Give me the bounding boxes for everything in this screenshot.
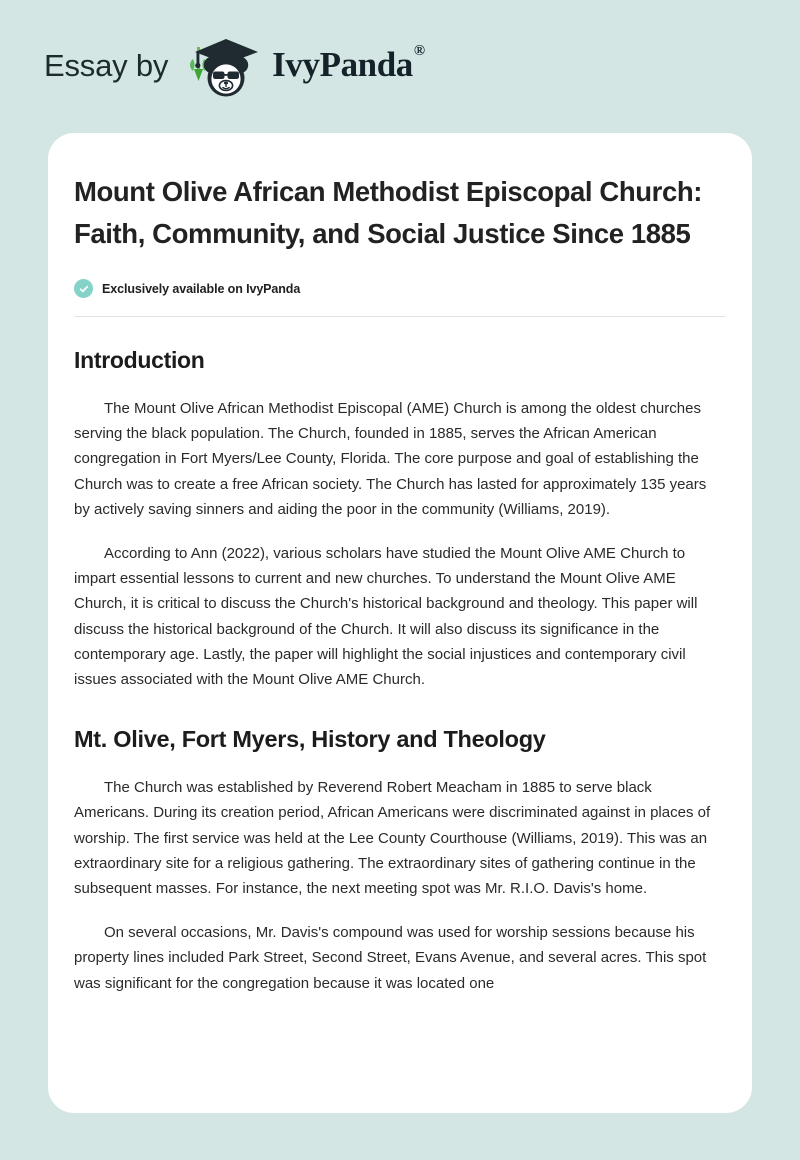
- ivypanda-panda-graduate-logo-icon: [182, 33, 266, 101]
- section-heading-introduction: Introduction: [74, 347, 205, 373]
- wordmark-text: IvyPanda: [272, 45, 413, 84]
- ivypanda-wordmark: [272, 45, 424, 88]
- page-title: Mount Olive African Methodist Episcopal Church: Faith, Community, and Social Justice Since 1885: [74, 176, 703, 249]
- brand-header: [0, 0, 800, 133]
- exclusive-availability-label: Exclusively available on IvyPanda: [102, 281, 301, 296]
- essay-by-label: Essay by: [44, 47, 169, 83]
- paper-card-content: [74, 171, 726, 996]
- exclusive-availability-badge: [74, 279, 726, 298]
- paragraph: The Church was established by Reverend Robert Meacham in 1885 to serve black Americans. During its creation period, African Americans were discriminated against in places of worship. The first service was held at the Lee County Courthouse (Williams, 2019). This was an extraordinary site for a religious gathering. The extraordinary sites of gathering continue in the subsequent masses. For instance, the next meeting spot was Mr. R.I.O. Davis's home.: [74, 779, 711, 898]
- brand-logo-lockup[interactable]: [44, 33, 424, 101]
- essay-paper-card: [48, 133, 752, 1113]
- paragraph: On several occasions, Mr. Davis's compound was used for worship sessions because his property lines included Park Street, Second Street, Evans Avenue, and several acres. This spot was significant for the congregation because it was located one: [74, 924, 707, 992]
- header-divider: [74, 316, 726, 317]
- registered-trademark-mark: ®: [413, 43, 425, 60]
- check-circle-icon: [74, 279, 93, 298]
- section-heading-history-and-theology: Mt. Olive, Fort Myers, History and Theology: [74, 726, 546, 753]
- paragraph: The Mount Olive African Methodist Episcopal (AME) Church is among the oldest churches serving the black population. The Church, founded in 1885, serves the African American congregation in Fort Myers/Lee County, Florida. The core purpose and goal of establishing the Church was to create a free African society. The Church has lasted for approximately 135 years by actively saving sinners and aiding the poor in the community (Williams, 2019).: [74, 400, 707, 518]
- paragraph: According to Ann (2022), various scholars have studied the Mount Olive AME Church to impart essential lessons to current and new churches. To understand the Mount Olive AME Church, it is critical to discuss the Church's historical background and theology. This paper will discuss the historical background of the Church. It will also discuss its significance in the contemporary age. Lastly, the paper will highlight the social injustices and contemporary civil issues associated with the Mount Olive AME Church.: [74, 545, 698, 689]
